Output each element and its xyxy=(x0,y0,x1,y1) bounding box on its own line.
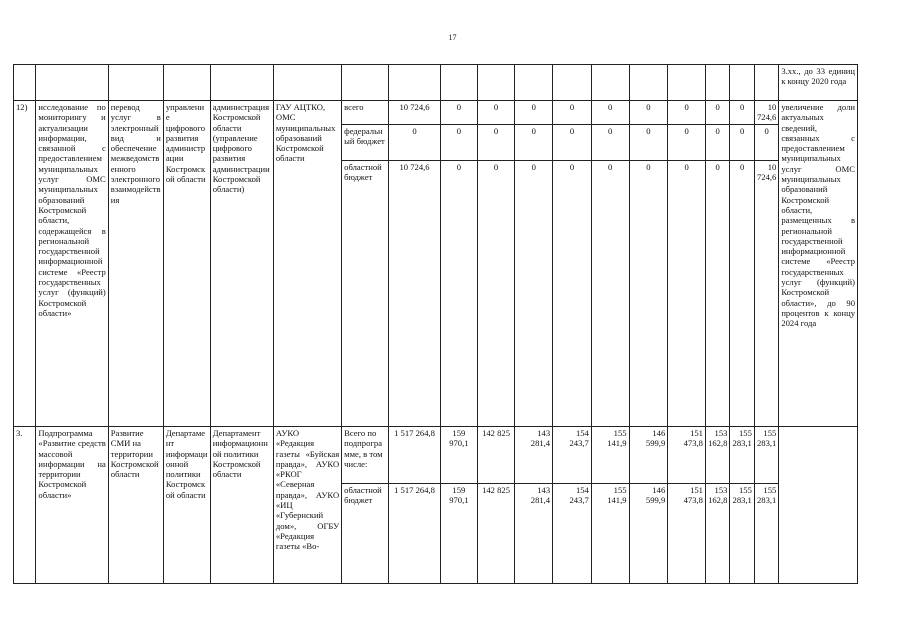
year-value: 155 283,1 xyxy=(730,427,754,484)
year-value: 0 xyxy=(553,125,592,161)
executors: ГАУ АЦТКО, ОМС муниципальных образований Костромской области xyxy=(273,101,341,427)
year-value: 0 xyxy=(441,125,478,161)
year-value: 151 473,8 xyxy=(668,427,706,484)
event-name: исследование по мониторингу и актуализации информации, связанной с предоставлением муниципальных услуг ОМС муниципальных образований Костромской области, содержащейся в региональной государственной информационной системе «Реестр государственных услуг (функций) Костромской области» xyxy=(36,101,108,427)
year-value: 0 xyxy=(477,161,515,427)
year-value: 0 xyxy=(668,125,706,161)
mechanism: перевод услуг в электронный вид и обеспечение межведомственного электронного взаимодействия xyxy=(108,101,163,427)
year-value: 0 xyxy=(553,101,592,125)
year-value: 0 xyxy=(591,161,629,427)
table-row xyxy=(14,427,858,484)
finance-source: областной бюджет xyxy=(342,161,389,427)
cell xyxy=(730,65,754,101)
finance-source: федеральный бюджет xyxy=(342,125,389,161)
year-value: 143 281,4 xyxy=(515,427,553,484)
cell xyxy=(342,65,389,101)
cell xyxy=(108,65,163,101)
program-table xyxy=(13,64,858,584)
year-value: 0 xyxy=(730,125,754,161)
year-value: 0 xyxy=(477,125,515,161)
year-value: 155 283,1 xyxy=(730,484,754,584)
year-value: 0 xyxy=(754,125,778,161)
year-value: 0 xyxy=(629,161,668,427)
year-value: 0 xyxy=(730,101,754,125)
year-value: 155 141,9 xyxy=(591,484,629,584)
year-value: 159 970,1 xyxy=(441,484,478,584)
mechanism: Развитие СМИ на территории Костромской области xyxy=(108,427,163,584)
cell xyxy=(210,65,273,101)
cell xyxy=(668,65,706,101)
total-value: 1 517 264,8 xyxy=(389,427,441,484)
year-value: 0 xyxy=(515,161,553,427)
cell xyxy=(389,65,441,101)
total-value: 10 724,6 xyxy=(389,101,441,125)
event-name: Подпрограмма «Развитие средств массовой информации на территории Костромской области» xyxy=(36,427,108,584)
year-value: 0 xyxy=(591,101,629,125)
year-value: 0 xyxy=(629,125,668,161)
year-value: 146 599,9 xyxy=(629,484,668,584)
year-value: 153 162,8 xyxy=(705,427,729,484)
row-number: 3. xyxy=(14,427,36,584)
table-row xyxy=(14,65,858,101)
year-value: 155 283,1 xyxy=(754,427,778,484)
year-value: 0 xyxy=(705,101,729,125)
cell xyxy=(553,65,592,101)
cell xyxy=(591,65,629,101)
year-value: 143 281,4 xyxy=(515,484,553,584)
year-value: 0 xyxy=(441,161,478,427)
expected-result xyxy=(779,427,858,584)
year-value: 0 xyxy=(668,161,706,427)
year-value: 151 473,8 xyxy=(668,484,706,584)
year-value: 0 xyxy=(515,125,553,161)
finance-source: Всего по подпрограмме, в том числе: xyxy=(342,427,389,484)
row-number: 12) xyxy=(14,101,36,427)
cell xyxy=(477,65,515,101)
total-value: 0 xyxy=(389,125,441,161)
year-value: 0 xyxy=(591,125,629,161)
year-value: 0 xyxy=(441,101,478,125)
year-value: 154 243,7 xyxy=(553,427,592,484)
page-number: 17 xyxy=(448,33,457,42)
year-value: 10 724,6 xyxy=(754,161,778,427)
table-row xyxy=(14,101,858,125)
total-value: 1 517 264,8 xyxy=(389,484,441,584)
year-value: 154 243,7 xyxy=(553,484,592,584)
year-value: 146 599,9 xyxy=(629,427,668,484)
year-value: 0 xyxy=(730,161,754,427)
cell xyxy=(14,65,36,101)
year-value: 0 xyxy=(705,125,729,161)
coordinator: администрация Костромской области (управление цифрового развития администрации Костромской области) xyxy=(210,101,273,427)
coordinator: Департамент информационной политики Костромской области xyxy=(210,427,273,584)
cell xyxy=(163,65,210,101)
year-value: 0 xyxy=(705,161,729,427)
finance-source: всего xyxy=(342,101,389,125)
year-value: 10 724,6 xyxy=(754,101,778,125)
curator: Департамент информационной политики Костромской области xyxy=(163,427,210,584)
cell xyxy=(754,65,778,101)
year-value: 142 825 xyxy=(477,427,515,484)
cell xyxy=(515,65,553,101)
year-value: 155 283,1 xyxy=(754,484,778,584)
year-value: 0 xyxy=(668,101,706,125)
year-value: 142 825 xyxy=(477,484,515,584)
year-value: 159 970,1 xyxy=(441,427,478,484)
year-value: 0 xyxy=(515,101,553,125)
total-value: 10 724,6 xyxy=(389,161,441,427)
result-cell: 3.хх., до 33 единиц к концу 2020 года xyxy=(779,65,858,101)
cell xyxy=(441,65,478,101)
cell xyxy=(273,65,341,101)
finance-source: областной бюджет xyxy=(342,484,389,584)
year-value: 0 xyxy=(477,101,515,125)
expected-result: увеличение доли актуальных сведений, связанных с предоставлением муниципальных услуг ОМС муниципальных образований Костромской области, размещенных в региональной государственной информационной системе «Реестр государственных услуг (функций) Костромской области», до 90 процентов к концу 2024 года xyxy=(779,101,858,427)
executors: АУКО «Редакция газеты «Буйская правда», АУКО «РКОГ «Северная правда», АУКО «ИЦ «Губернский дом», ОГБУ «Редакция газеты «Во- xyxy=(273,427,341,584)
year-value: 155 141,9 xyxy=(591,427,629,484)
year-value: 153 162,8 xyxy=(705,484,729,584)
cell xyxy=(629,65,668,101)
cell xyxy=(705,65,729,101)
curator: управление цифрового развития администрации Костромской области xyxy=(163,101,210,427)
year-value: 0 xyxy=(553,161,592,427)
cell xyxy=(36,65,108,101)
year-value: 0 xyxy=(629,101,668,125)
